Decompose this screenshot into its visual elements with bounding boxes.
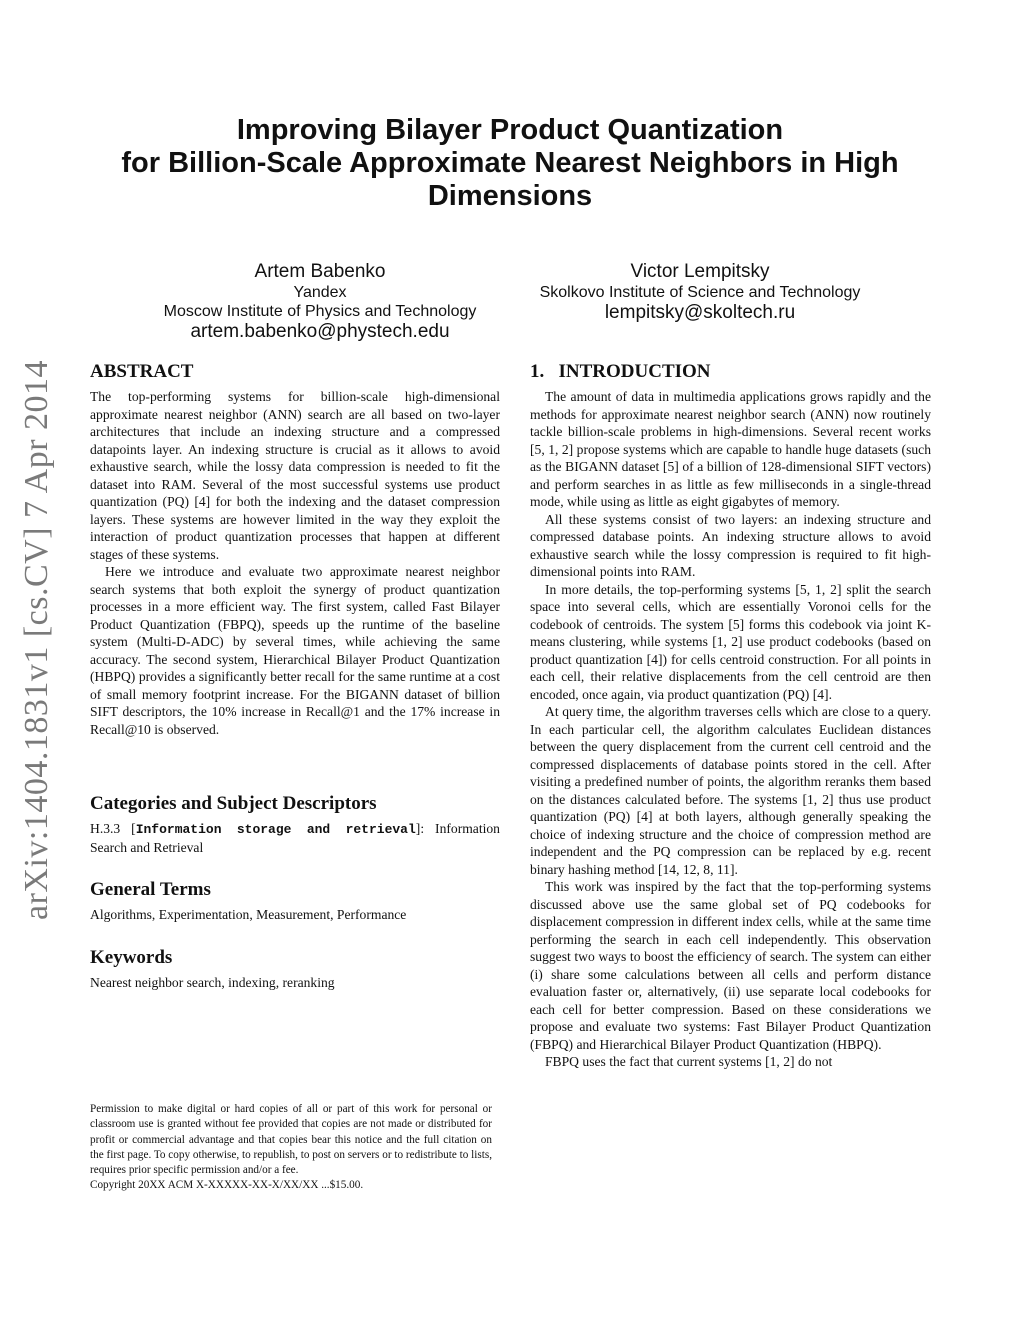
title-line-3: Dimensions [427, 180, 593, 212]
keywords-text: Nearest neighbor search, indexing, reranking [90, 974, 335, 990]
intro-paragraph: FBPQ uses the fact that current systems [1, 2] do not [545, 1054, 833, 1069]
permission-notice [90, 1102, 492, 1194]
left-column [90, 360, 500, 991]
author-block-1 [130, 260, 510, 343]
intro-paragraph: All these systems consist of two layers: an indexing structure and compressed database points. An indexing structure allows to avoid exhaustive search while the lossy compression is required to fit high-dimensional points into RAM. [530, 511, 931, 579]
introduction-heading: 1. INTRODUCTION [530, 361, 711, 382]
intro-paragraph: In more details, the top-performing systems [5, 1, 2] split the search space into several cells, which are essentially Voronoi cells for the codebook of centroids. The system [5] forms this codebook via joint K-means clustering, while systems [1, 2] use product codebooks (based on product quantization [4]) for cells centroid construction. For all points in each cell, their relative displacements from the cell centroid are then encoded, once again, via product quantization (PQ) [4]. [530, 581, 931, 702]
paper-title [80, 114, 940, 213]
right-column [530, 360, 931, 1071]
general-terms-heading: General Terms [90, 879, 211, 900]
categories-label: Information storage and retrieval [135, 822, 416, 837]
abstract-paragraph: The top-performing systems for billion-scale high-dimensional approximate nearest neighbor (ANN) search are all based on two-layer architectures that include an indexing structure and a compressed datapoints layer. An indexing structure is crucial as it allows to avoid exhaustive search, while the lossy data compression is needed to fit the dataset into RAM. Several of the most successful systems use product quantization (PQ) [4] for both the indexing and the dataset compression layers. These systems are however limited in the way they exploit the interaction of product quantization processes that happen at different stages of these systems. [90, 389, 500, 562]
author-affiliation: Skolkovo Institute of Science and Technology [539, 284, 861, 301]
abstract-paragraph: Here we introduce and evaluate two approximate nearest neighbor search systems that both exploit the synergy of product quantization processes in a more efficient way. The first system, called Fast Bilayer Product Quantization (FBPQ), speeds up the runtime of the baseline system (Multi-D-ADC) by several times, while achieving the same accuracy. The second system, Hierarchical Bilayer Product Quantization (HBPQ) provides a significantly better recall for the same runtime at a cost of small memory footprint increase. For the BIGANN dataset of billion SIFT descriptors, the 10% increase in Recall@1 and the 17% increase in Recall@10 is observed. [90, 564, 500, 737]
permission-text: Permission to make digital or hard copies of all or part of this work for personal or classroom use is granted without fee provided that copies are not made or distributed for profit or commercial advantage and that copies bear this notice and the full citation on the first page. To copy otherwise, to republish, to post on servers or to redistribute to lists, requires prior specific permission and/or a fee. [90, 1103, 492, 1177]
abstract-heading: ABSTRACT [90, 361, 194, 382]
intro-paragraph: At query time, the algorithm traverses cells which are close to a query. In each particular cell, the algorithm calculates Euclidean distances between the query displacement from the current cell centroid and the compressed displacements of database points stored in the cell. After visiting a predefined number of points, the algorithm reranks them based on the distances calculated before. The systems [1, 2] thus use product quantization (PQ) [4] at both layers, although generally speaking the choice of indexing structure and the choice of compression method are independent and the PQ compression can be replaced by e.g. recent binary hashing method [14, 12, 8, 11]. [530, 704, 931, 877]
categories-code: H.3.3 [ [90, 821, 136, 836]
categories-text [90, 820, 500, 856]
author-name: Artem Babenko [254, 261, 386, 282]
title-line-1: Improving Bilayer Product Quantization [236, 114, 784, 146]
categories-rest: ]: Information Search and Retrieval [90, 821, 500, 855]
categories-heading: Categories and Subject Descriptors [90, 793, 377, 814]
title-line-2: for Billion-Scale Approximate Nearest Neighbors in High [121, 147, 899, 179]
author-block-2 [510, 260, 890, 324]
general-terms-text: Algorithms, Experimentation, Measurement, Performance [90, 907, 407, 922]
author-email: lempitsky@skoltech.ru [604, 302, 796, 323]
intro-paragraph: The amount of data in multimedia applications grows rapidly and the methods for approximate nearest neighbor search (ANN) now routinely tackle billion-scale problems in high-dimensions. Several recent works [5, 1, 2] propose systems which are capable to handle huge datasets (such as the BIGANN dataset [5] of a billion of 128-dimensional SIFT vectors) and perform searches in as little as few milliseconds in a single-thread mode, while using as little as eight gigabytes of memory. [530, 389, 931, 509]
author-affiliation: Yandex [293, 284, 347, 301]
author-name: Victor Lempitsky [630, 261, 770, 282]
intro-paragraph: This work was inspired by the fact that the top-performing systems discussed above use the same global set of PQ codebooks for displacement compression in different index cells, while at the same time performing the search in each cell independently. This observation suggest two ways to boost the efficiency of search. The system can either (i) share some calculations between all cells and perform distance evaluation faster or, alternatively, (ii) use separate local codebooks for each cell for better compression. Based on these considerations we propose and evaluate two systems: Fast Bilayer Product Quantization (FBPQ) and Hierarchical Bilayer Product Quantization (HBPQ). [530, 879, 931, 1052]
keywords-heading: Keywords [90, 946, 173, 968]
copyright-text: Copyright 20XX ACM X-XXXXX-XX-X/XX/XX ...$15.00. [90, 1179, 364, 1192]
author-affiliation: Moscow Institute of Physics and Technology [163, 303, 477, 320]
arxiv-stamp: arXiv:1404.1831v1 [cs.CV] 7 Apr 2014 [18, 359, 55, 920]
author-email: artem.babenko@phystech.edu [190, 321, 450, 342]
